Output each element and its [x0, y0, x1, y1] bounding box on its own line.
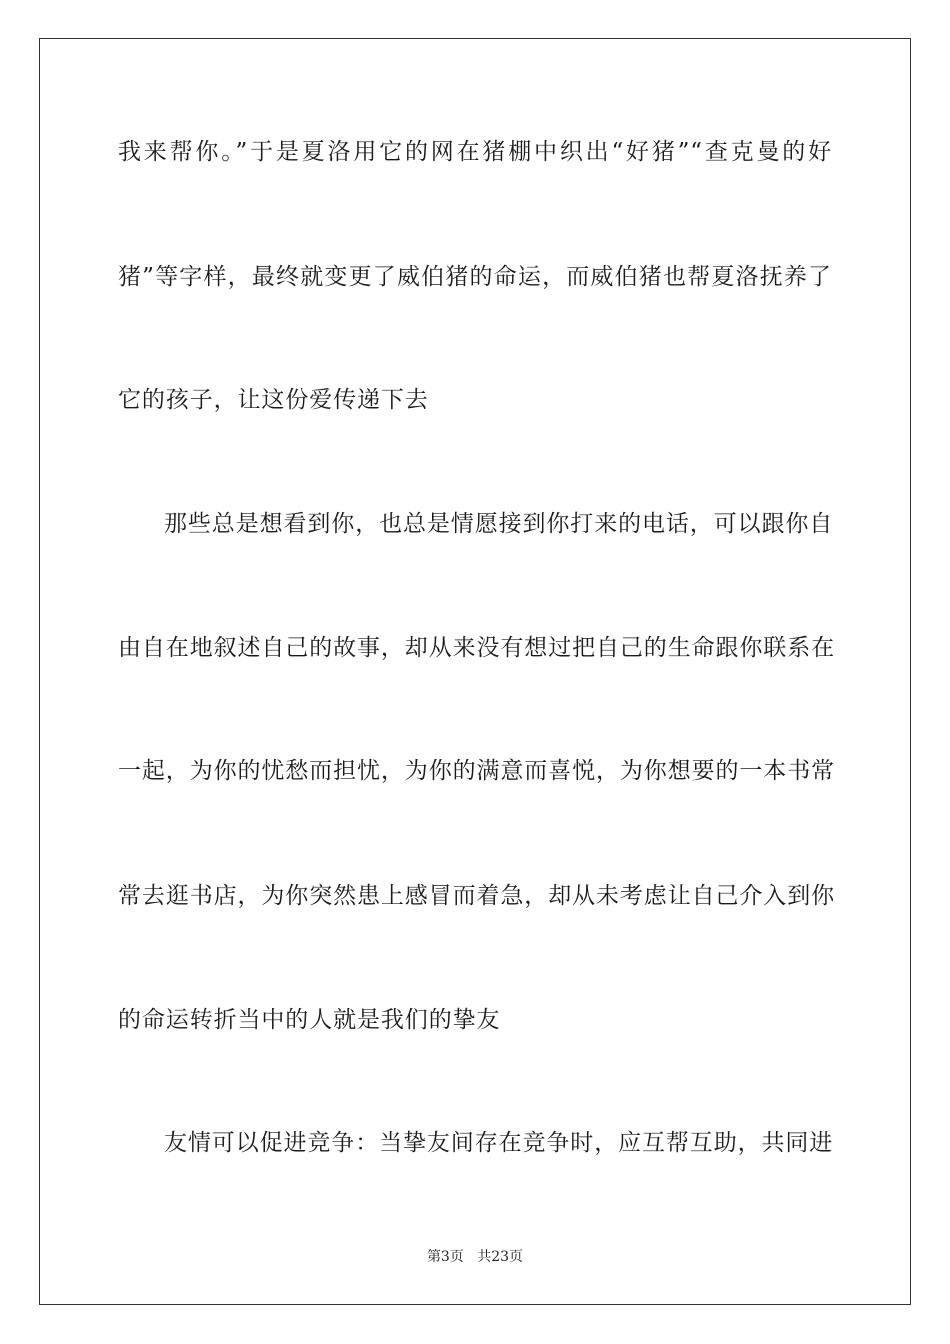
page-number: 第3页 [426, 1249, 464, 1265]
text-line: 一起，为你的忧愁而担忧，为你的满意而喜悦，为你想要的一本书常 [118, 758, 835, 784]
page-total: 共23页 [477, 1249, 524, 1265]
text-line: 由自在地叙述自己的故事，却从来没有想过把自己的生命跟你联系在 [118, 635, 835, 661]
text-line: 它的孩子，让这份爱传递下去 [118, 387, 429, 413]
text-line: 那些总是想看到你，也总是情愿接到你打来的电话，可以跟你自 [164, 511, 834, 537]
page-border [39, 38, 911, 1305]
page-footer [0, 1248, 950, 1266]
text-line: 常去逛书店，为你突然患上感冒而着急，却从未考虑让自己介入到你 [118, 883, 835, 909]
text-line: 猪”等字样，最终就变更了威伯猪的命运，而威伯猪也帮夏洛抚养了 [118, 264, 832, 290]
text-line: 友情可以促进竞争：当挚友间存在竞争时，应互帮互助，共同进 [164, 1130, 834, 1156]
text-line: 的命运转折当中的人就是我们的挚友 [118, 1007, 501, 1033]
text-line: 我来帮你。”于是夏洛用它的网在猪棚中织出“好猪”“查克曼的好 [118, 139, 832, 165]
